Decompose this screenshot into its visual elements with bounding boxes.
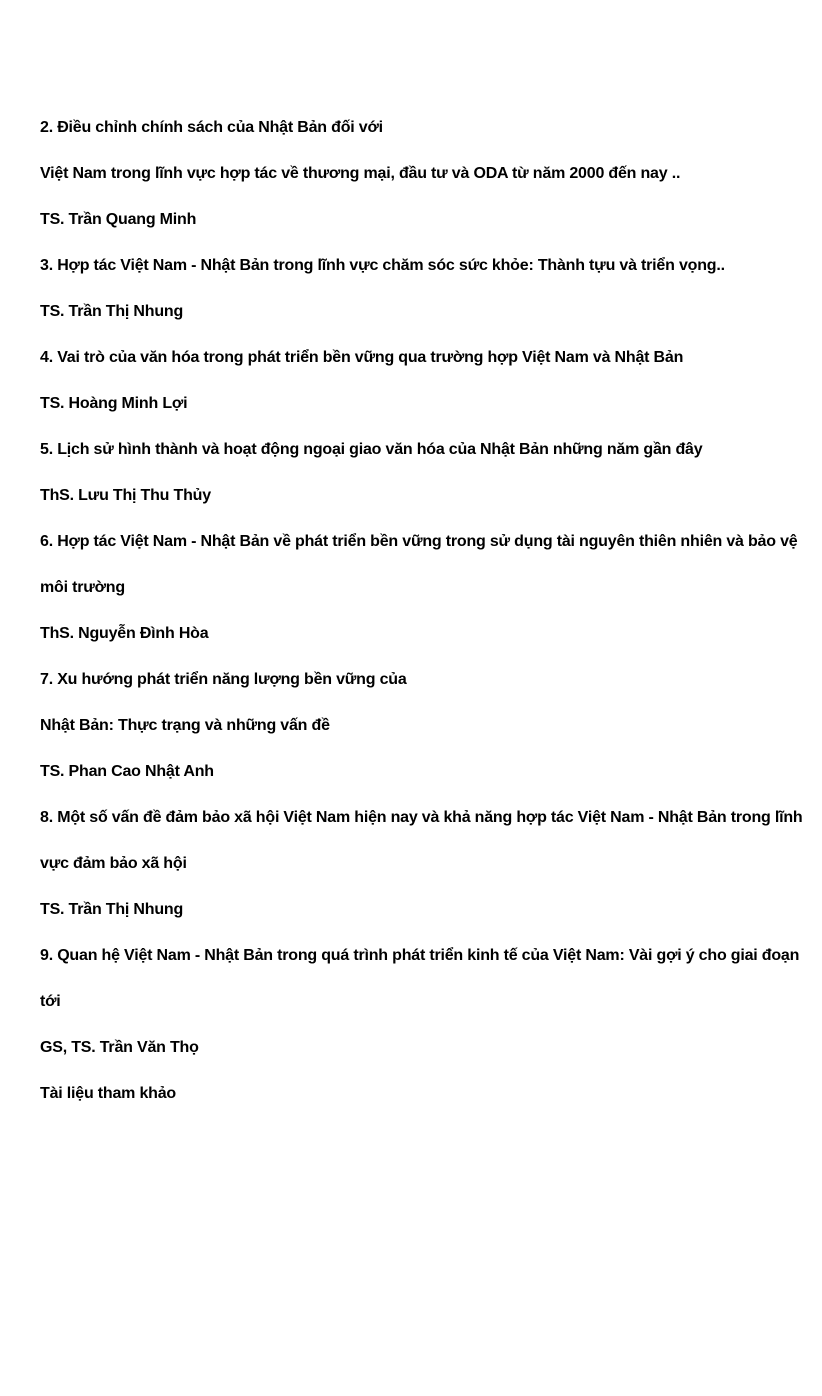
toc-entry-9-author: GS, TS. Trần Văn Thọ [40,1039,199,1056]
toc-entry-8-author: TS. Trần Thị Nhung [40,901,184,918]
toc-entry-6-title-line-1: 6. Hợp tác Việt Nam - Nhật Bản về phát triển bền vững trong sử dụng tài nguyên thiên nhiên và bảo vệ [40,533,798,550]
toc-entry-6-author: ThS. Nguyễn Đình Hòa [40,625,209,642]
toc-entry-7-title-line-2: Nhật Bản: Thực trạng và những vấn đề [40,717,330,734]
toc-entry-8-title-line-2: vực đảm bảo xã hội [40,855,187,872]
toc-entry-4-author: TS. Hoàng Minh Lợi [40,395,188,412]
toc-entry-8-title-line-1: 8. Một số vấn đề đảm bảo xã hội Việt Nam hiện nay và khả năng hợp tác Việt Nam - Nhật Bản trong lĩnh [40,809,803,826]
toc-entry-4-title: 4. Vai trò của văn hóa trong phát triển bền vững qua trường hợp Việt Nam và Nhật Bản [40,349,684,366]
toc-entry-5-title: 5. Lịch sử hình thành và hoạt động ngoại giao văn hóa của Nhật Bản những năm gần đây [40,441,703,458]
toc-entry-5-author: ThS. Lưu Thị Thu Thủy [40,487,211,504]
table-of-contents [40,116,803,1106]
toc-entry-9-title-line-2: tới [40,993,61,1010]
toc-entry-2-title-line-2: Việt Nam trong lĩnh vực hợp tác về thương mại, đầu tư và ODA từ năm 2000 đến nay .. [40,165,681,182]
toc-entry-7-title-line-1: 7. Xu hướng phát triển năng lượng bền vững của [40,671,407,688]
toc-entry-6-title-line-2: môi trường [40,579,125,596]
toc-entry-references: Tài liệu tham khảo [40,1085,176,1102]
toc-entry-3-title: 3. Hợp tác Việt Nam - Nhật Bản trong lĩnh vực chăm sóc sức khỏe: Thành tựu và triển vọng.. [40,257,725,274]
toc-entry-9-title-line-1: 9. Quan hệ Việt Nam - Nhật Bản trong quá trình phát triển kinh tế của Việt Nam: Vài gợi ý cho giai đoạn [40,947,800,964]
toc-entry-7-author: TS. Phan Cao Nhật Anh [40,763,214,780]
toc-entry-2-author: TS. Trần Quang Minh [40,211,197,228]
toc-entry-2-title-line-1: 2. Điều chỉnh chính sách của Nhật Bản đối với [40,119,383,136]
toc-entry-3-author: TS. Trần Thị Nhung [40,303,184,320]
